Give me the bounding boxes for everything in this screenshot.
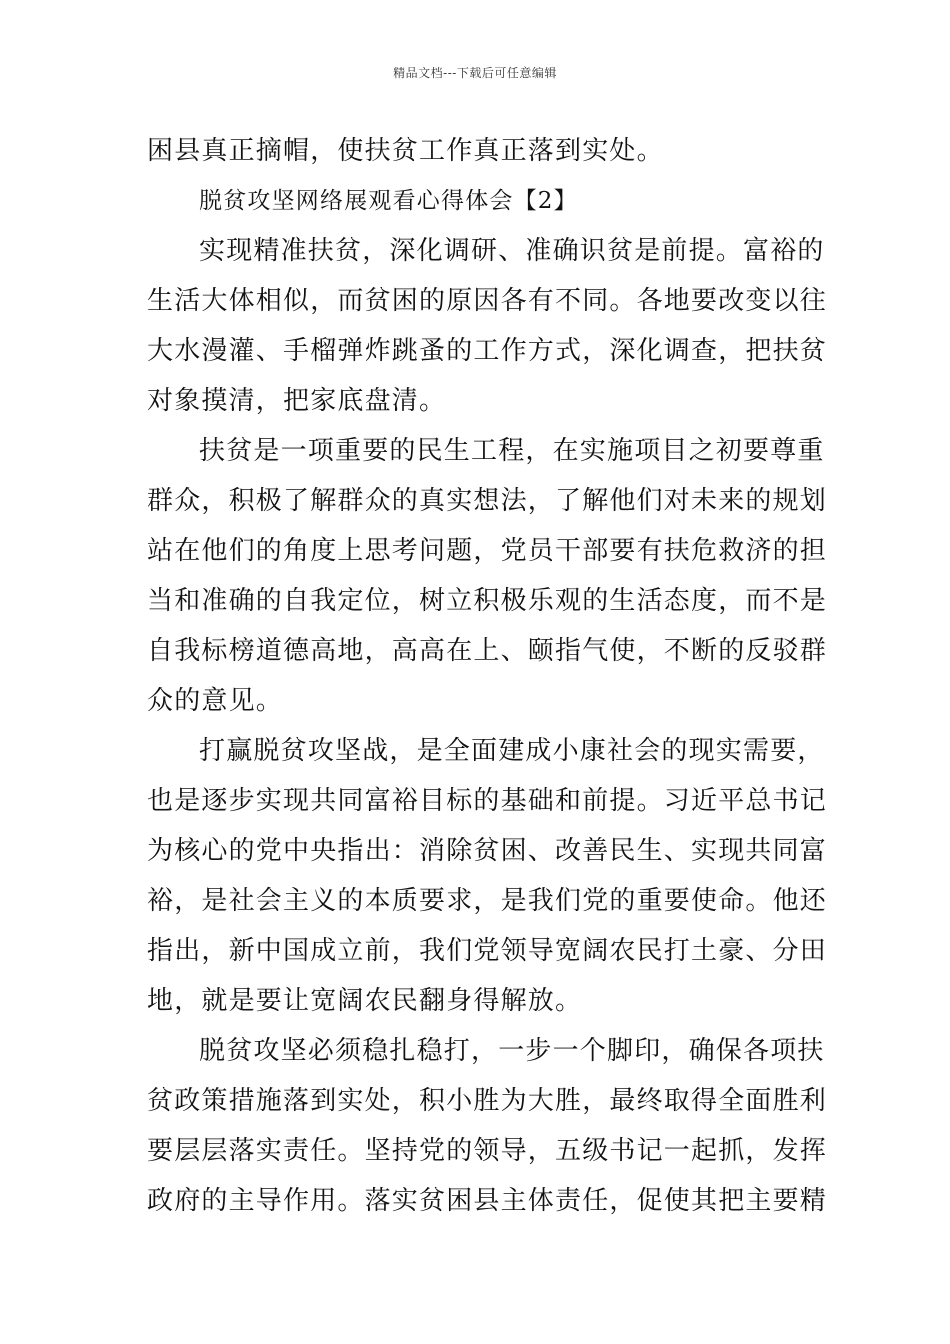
paragraph [147,126,807,176]
text-line: 裕，是社会主义的本质要求，是我们党的重要使命。他还 [147,886,828,916]
paragraph [147,226,828,426]
document-body [147,126,828,1226]
text-line: 脱贫攻坚必须稳扎稳打，一步一个脚印，确保各项扶 [199,1036,825,1066]
text-line: 为核心的党中央指出：消除贫困、改善民生、实现共同富 [147,836,828,866]
text-line: 要层层落实责任。坚持党的领导，五级书记一起抓，发挥 [147,1136,828,1166]
text-line: 自我标榜道德高地，高高在上、颐指气使，不断的反驳群 [147,636,828,666]
paragraph [147,726,828,1026]
section-subtitle [147,176,807,226]
text-line: 也是逐步实现共同富裕目标的基础和前提。习近平总书记 [147,786,828,816]
text-line: 生活大体相似，而贫困的原因各有不同。各地要改变以往 [147,286,828,316]
paragraph [147,426,828,726]
text-line: 群众，积极了解群众的真实想法，了解他们对未来的规划 [147,486,828,516]
text-line: 政府的主导作用。落实贫困县主体责任，促使其把主要精 [147,1186,828,1216]
text-line: 地，就是要让宽阔农民翻身得解放。 [147,986,583,1016]
text-line: 指出，新中国成立前，我们党领导宽阔农民打土豪、分田 [147,936,828,966]
paragraph [147,1026,828,1226]
page-header: 精品文档---下载后可任意编辑 [393,66,557,80]
text-line: 实现精准扶贫，深化调研、准确识贫是前提。富裕的 [199,236,825,266]
text-line: 站在他们的角度上思考问题，党员干部要有扶危救济的担 [147,536,828,566]
text-line: 大水漫灌、手榴弹炸跳蚤的工作方式，深化调查，把扶贫 [147,336,828,366]
text-line: 众的意见。 [147,686,284,716]
text-line: 打赢脱贫攻坚战，是全面建成小康社会的现实需要， [199,736,825,766]
text-line: 脱贫攻坚网络展观看心得体会【2】 [199,188,578,214]
text-line: 当和准确的自我定位，树立积极乐观的生活态度，而不是 [147,586,828,616]
text-line: 贫政策措施落到实处，积小胜为大胜，最终取得全面胜利 [147,1086,828,1116]
text-line: 对象摸清，把家底盘清。 [147,386,447,416]
text-line: 扶贫是一项重要的民生工程，在实施项目之初要尊重 [199,436,825,466]
text-line: 困县真正摘帽，使扶贫工作真正落到实处。 [147,136,664,166]
